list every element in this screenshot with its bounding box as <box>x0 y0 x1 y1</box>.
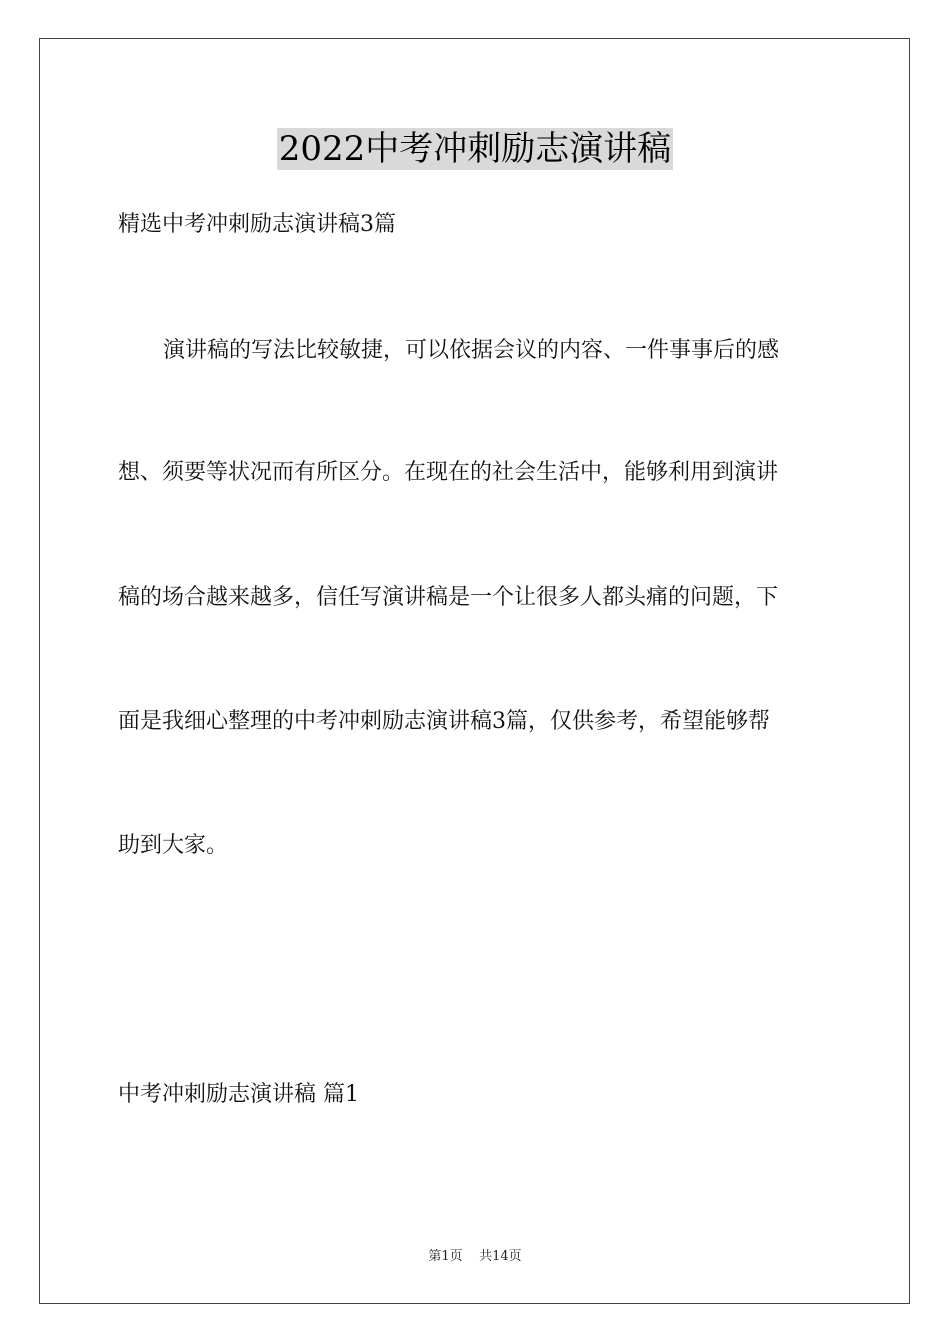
paragraph-line: 面是我细心整理的中考冲刺励志演讲稿3篇，仅供参考，希望能够帮 <box>118 709 770 734</box>
page-number-footer: 第1页 共14页 <box>428 1249 522 1264</box>
title-container <box>0 128 950 170</box>
paragraph-line: 想、须要等状况而有所区分。在现在的社会生活中，能够利用到演讲 <box>118 460 779 485</box>
document-title: 2022中考冲刺励志演讲稿 <box>278 129 672 169</box>
paragraph-line: 稿的场合越来越多，信任写演讲稿是一个让很多人都头痛的问题，下 <box>118 585 779 610</box>
paragraph-line: 助到大家。 <box>118 833 229 858</box>
section-heading: 中考冲刺励志演讲稿 篇1 <box>118 1082 359 1107</box>
document-subtitle: 精选中考冲刺励志演讲稿3篇 <box>118 212 396 237</box>
paragraph-line: 演讲稿的写法比较敏捷，可以依据会议的内容、一件事事后的感 <box>163 338 780 363</box>
